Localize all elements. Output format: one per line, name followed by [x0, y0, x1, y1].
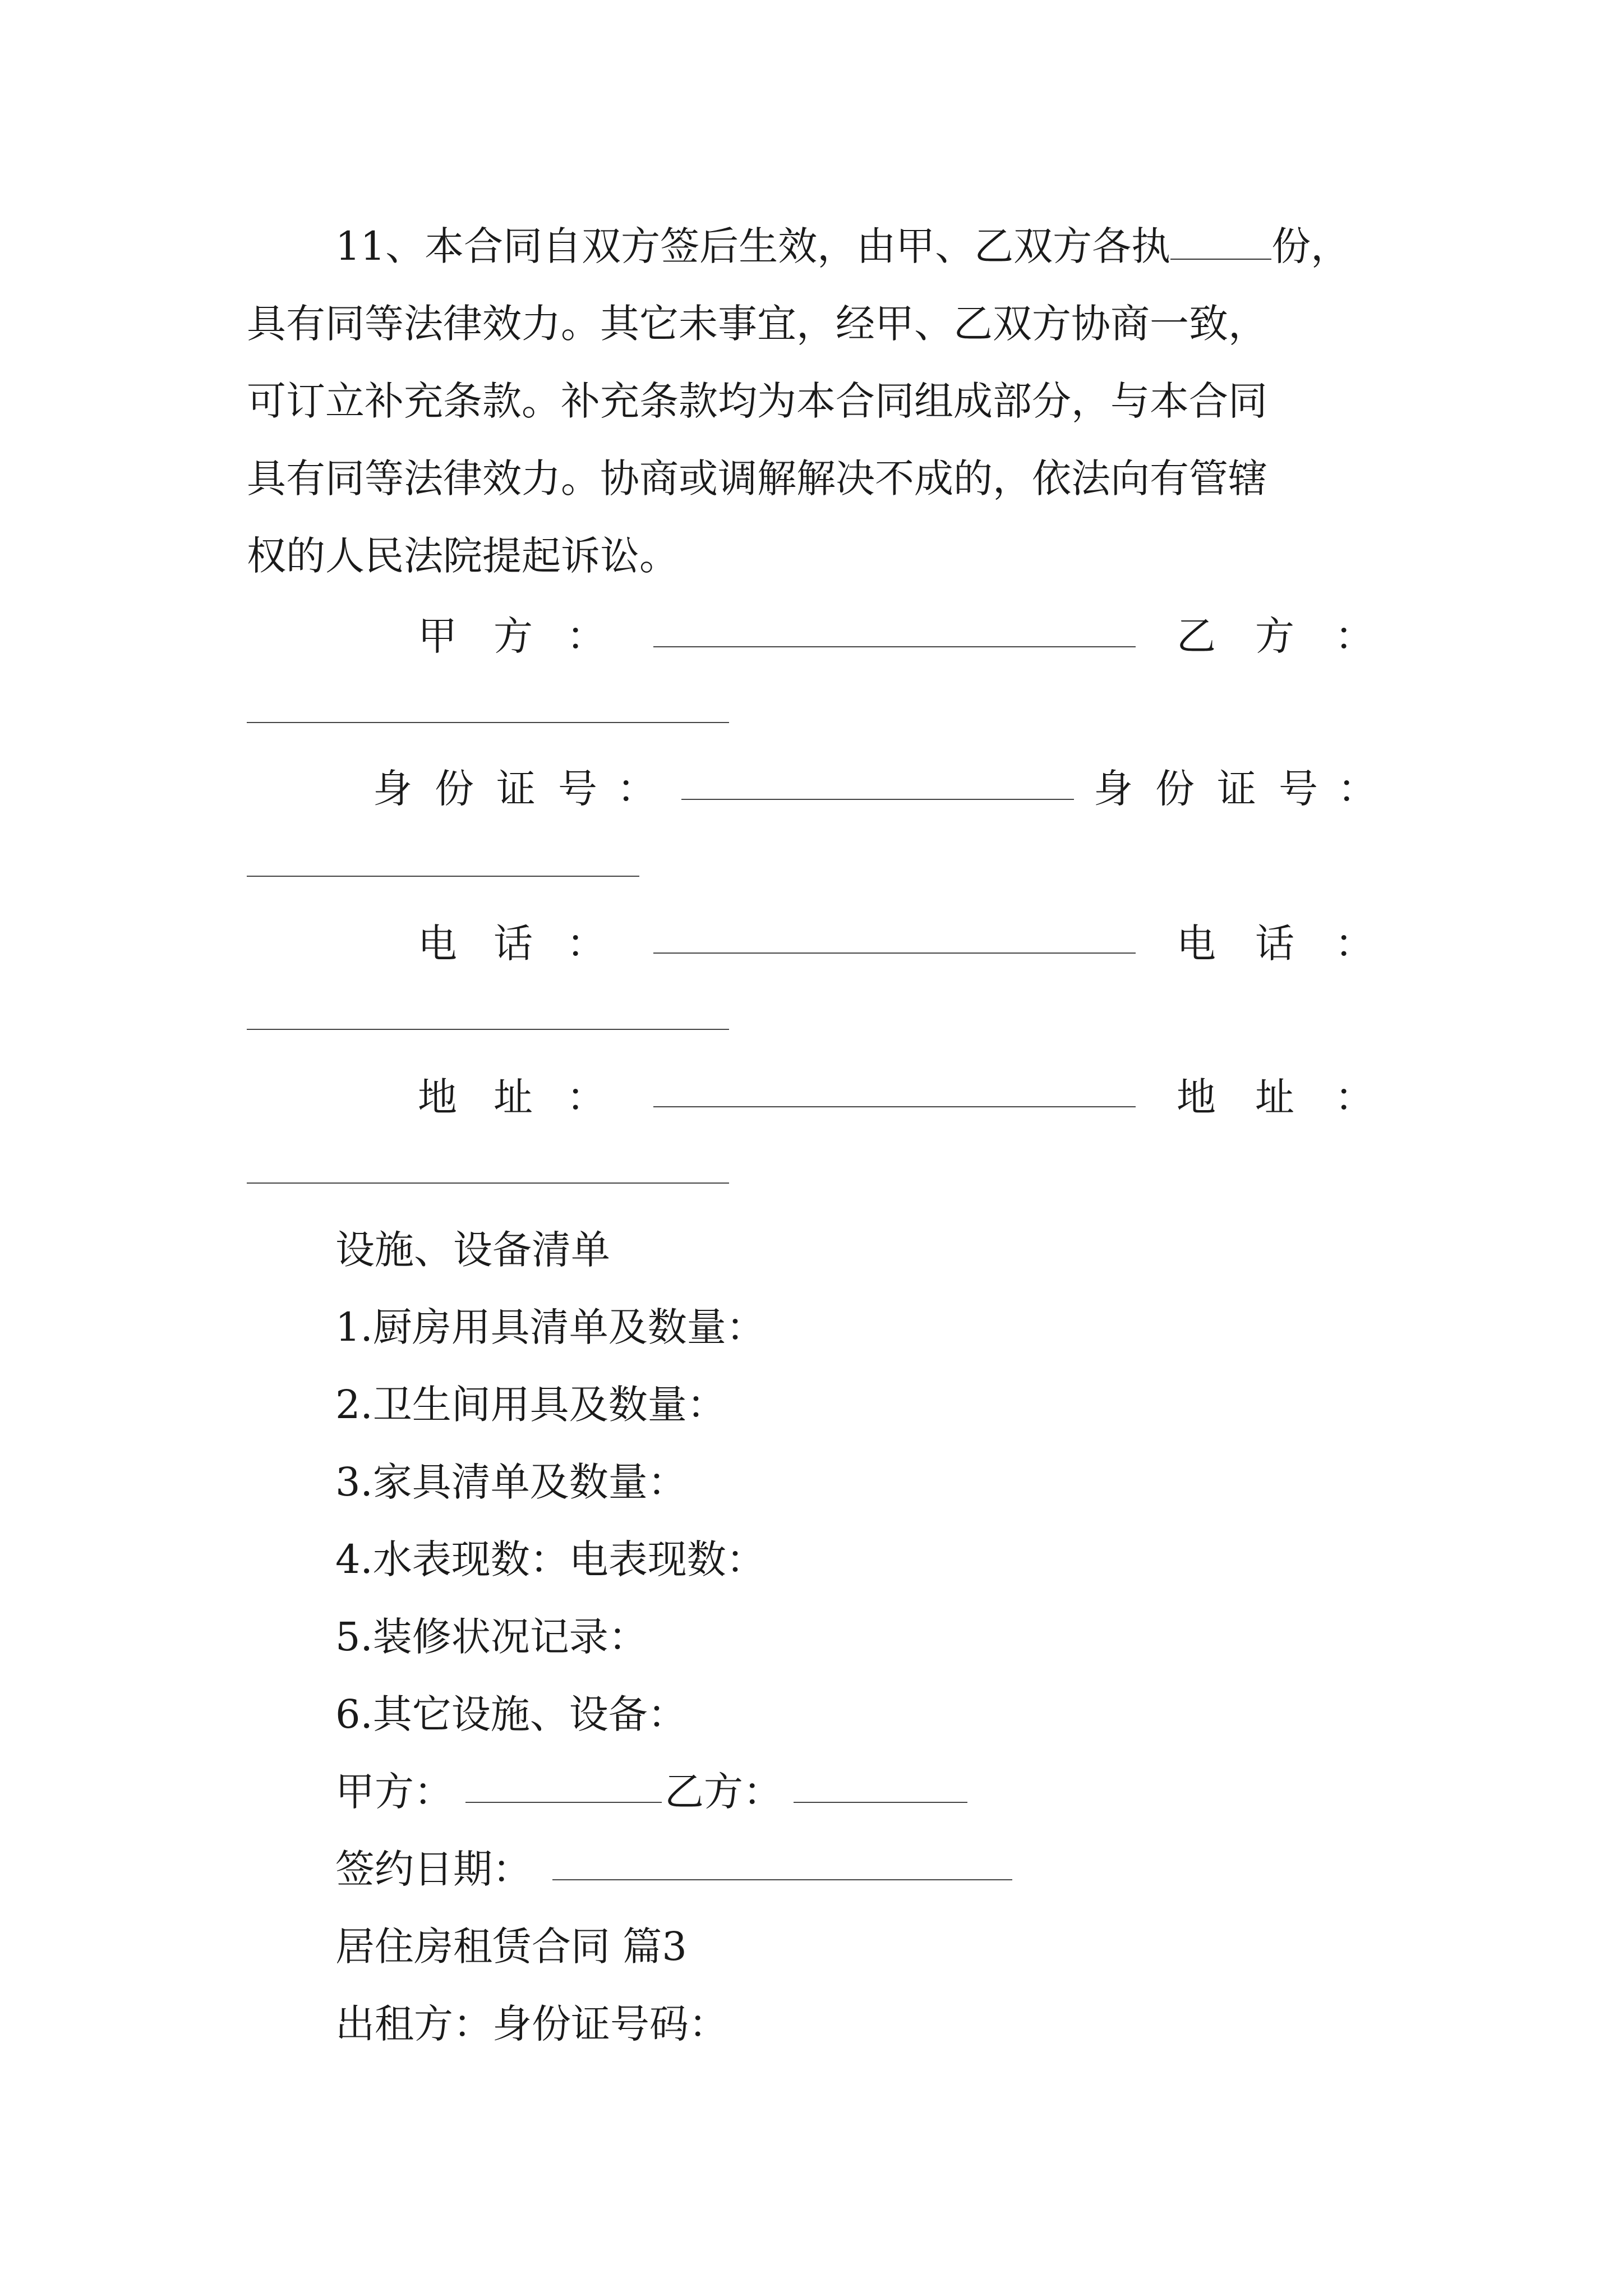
party-b-label-1: 乙: [1177, 613, 1216, 659]
clause-11-line-3: 可订立补充条款。补充条款均为本合同组成部分，与本合同: [247, 378, 1267, 424]
list-party-a-line: [465, 1802, 662, 1803]
addr-b-label-1: 地: [1177, 1074, 1216, 1120]
id-b-label-4: 号: [1279, 766, 1318, 812]
lessor-line: 出租方：身份证号码：: [335, 2001, 728, 2047]
list-party-b-label: 乙方：: [665, 1769, 782, 1815]
id-b-label-2: 份: [1155, 766, 1195, 812]
id-a-label-4: 号: [558, 766, 597, 812]
id-b-label-5: ：: [1338, 766, 1377, 812]
facility-item: 4.水表现数：电表现数：: [335, 1536, 766, 1582]
phone-b-label-3: ：: [1335, 921, 1374, 967]
facility-item: 5.装修状况记录：: [335, 1614, 648, 1660]
party-b-sign-line: [247, 722, 729, 723]
id-a-sign-line: [681, 799, 1074, 800]
party-a-label-1: 甲: [418, 613, 457, 659]
phone-row: [0, 912, 1623, 968]
sign-date-label: 签约日期：: [335, 1846, 532, 1892]
id-a-label-1: 身: [373, 766, 412, 812]
phone-a-label-3: ：: [566, 921, 606, 967]
addr-a-label-3: ：: [566, 1074, 606, 1120]
facilities-title: 设施、设备清单: [335, 1227, 610, 1273]
phone-b-label-2: 话: [1255, 921, 1294, 967]
addr-b-sign-line: [247, 1182, 729, 1184]
id-a-label-5: ：: [617, 766, 656, 812]
clause-11-line-1: 11、本合同自双方签后生效，由甲、乙双方各执 份，: [335, 223, 1350, 269]
list-party-b-line: [794, 1802, 967, 1803]
party-b-label-2: 方: [1255, 613, 1294, 659]
addr-b-label-2: 址: [1255, 1074, 1294, 1120]
facility-item: 1.厨房用具清单及数量：: [335, 1304, 766, 1350]
id-a-label-3: 证: [496, 766, 536, 812]
addr-b-label-3: ：: [1335, 1074, 1374, 1120]
party-b-label-3: ：: [1335, 613, 1374, 659]
section-3-heading: 居住房租赁合同 篇3: [335, 1924, 687, 1970]
id-a-label-2: 份: [435, 766, 474, 812]
sign-date-line: [552, 1879, 1012, 1880]
id-row: [0, 757, 1623, 813]
id-b-label-1: 身: [1094, 766, 1133, 812]
phone-a-sign-line: [653, 953, 1136, 954]
address-row: [0, 1066, 1623, 1122]
phone-a-label-1: 电: [418, 921, 457, 967]
clause-11-line-4: 具有同等法律效力。协商或调解解决不成的，依法向有管辖: [247, 455, 1267, 501]
clause-11-line-5: 权的人民法院提起诉讼。: [247, 533, 679, 579]
facility-item: 2.卫生间用具及数量：: [335, 1382, 726, 1428]
phone-b-sign-line: [247, 1029, 729, 1030]
list-party-a-label: 甲方：: [335, 1769, 453, 1815]
facility-item: 3.家具清单及数量：: [335, 1459, 687, 1505]
addr-a-label-1: 地: [418, 1074, 457, 1120]
phone-a-label-2: 话: [494, 921, 533, 967]
facility-item: 6.其它设施、设备：: [335, 1691, 687, 1737]
id-b-label-3: 证: [1217, 766, 1256, 812]
copies-blank: [1170, 225, 1271, 260]
clause-11-line-2: 具有同等法律效力。其它未事宜，经甲、乙双方协商一致，: [247, 301, 1267, 347]
id-b-sign-line: [247, 876, 639, 877]
party-row: [0, 605, 1623, 661]
party-a-label-3: ：: [566, 613, 606, 659]
party-a-sign-line: [653, 646, 1136, 647]
phone-b-label-1: 电: [1177, 921, 1216, 967]
addr-a-label-2: 址: [494, 1074, 533, 1120]
addr-a-sign-line: [653, 1106, 1136, 1107]
party-a-label-2: 方: [494, 613, 533, 659]
clause-11-paragraph: [247, 208, 1402, 595]
